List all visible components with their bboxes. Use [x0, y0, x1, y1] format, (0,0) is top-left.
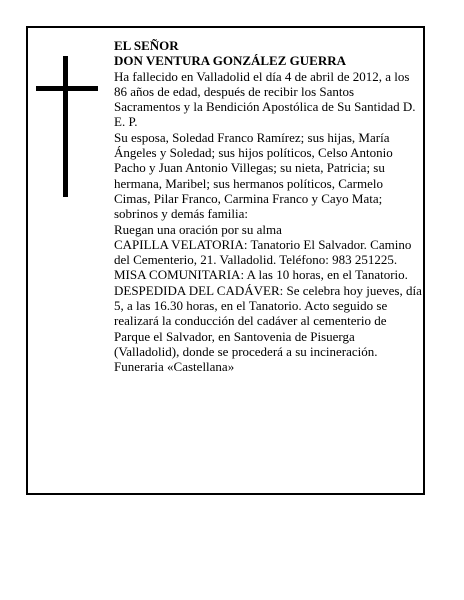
cross-vertical-bar	[63, 56, 68, 197]
chapel-paragraph: CAPILLA VELATORIA: Tanatorio El Salvador. Camino del Cementerio, 21. Valladolid. Teléfono: 983 251225.	[114, 236, 412, 268]
cross-icon	[36, 56, 98, 197]
obituary-text	[114, 38, 422, 375]
family-paragraph: Su esposa, Soledad Franco Ramírez; sus hijas, María Ángeles y Soledad; sus hijos políticos, Celso Antonio Pacho y Juan Antonio Villegas; su nieta, Patricia; su hermana, Maribel; sus hermanos políticos, Carmelo Cimas, Pilar Franco, Carmina Franco y Cayo Mata; sobrinos y demás familia:	[114, 129, 393, 222]
farewell-paragraph: DESPEDIDA DEL CADÁVER: Se celebra hoy jueves, día 5, a las 16.30 horas, en el Tanatorio. Acto seguido se realizará la conducción del cadáver al cementerio de Parque el Salvador, en Santovenia de Pisuerga (Valladolid), donde se procederá a su incineración.	[114, 282, 422, 359]
notice-title-line-1: EL SEÑOR	[114, 38, 179, 53]
death-announcement-paragraph: Ha fallecido en Valladolid el día 4 de abril de 2012, a los 86 años de edad, después de recibir los Santos Sacramentos y la Bendición Apostólica de Su Santidad D. E. P.	[114, 68, 416, 130]
prayer-request-paragraph: Ruegan una oración por su alma	[114, 221, 282, 237]
deceased-name: DON VENTURA GONZÁLEZ GUERRA	[114, 53, 346, 69]
mass-paragraph: MISA COMUNITARIA: A las 10 horas, en el Tanatorio.	[114, 267, 408, 283]
cross-horizontal-bar	[36, 86, 98, 91]
funeral-home-paragraph: Funeraria «Castellana»	[114, 359, 235, 375]
